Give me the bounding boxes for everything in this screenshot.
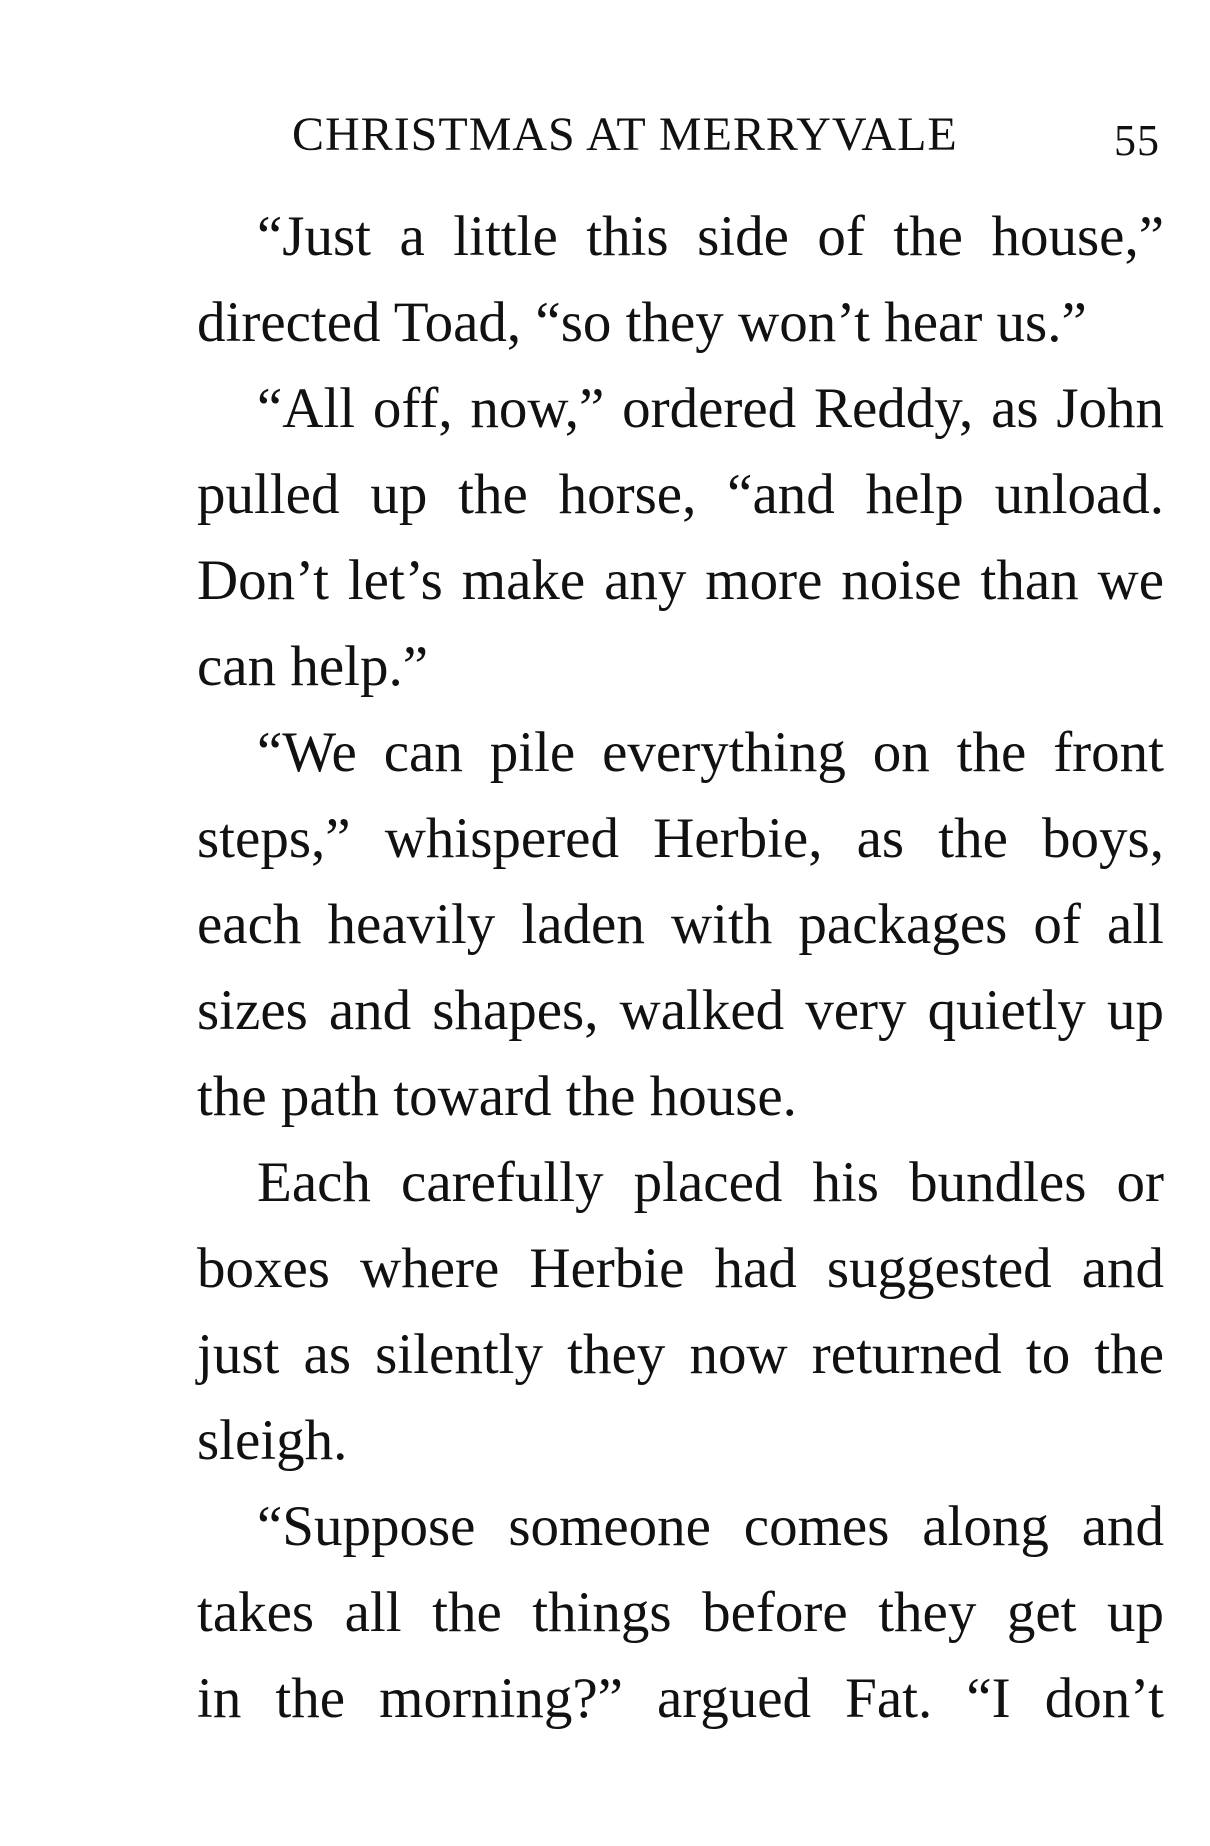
page-number: 55 [1114,116,1160,165]
text-line: sleigh. [197,1409,348,1472]
text-line: pulled up the horse, “and help unload. [197,463,1164,526]
text-line: boxes where Herbie had suggested and [197,1237,1164,1300]
running-head-title: CHRISTMAS AT MERRYVALE [292,108,958,161]
text-line: Don’t let’s make any more noise than we [197,549,1164,612]
text-line: in the morning?” argued Fat. “I don’t [197,1667,1164,1730]
text-line: sizes and shapes, walked very quietly up [197,979,1164,1042]
body-text [197,194,1164,1742]
text-line: “Just a little this side of the house,” [257,205,1164,268]
text-line: Each carefully placed his bundles or [257,1151,1164,1214]
text-line: steps,” whispered Herbie, as the boys, [197,807,1164,870]
text-line: “We can pile everything on the front [257,721,1164,784]
text-line: each heavily laden with packages of all [197,893,1164,956]
text-line: takes all the things before they get up [197,1581,1164,1644]
running-head [292,104,1160,166]
text-line: directed Toad, “so they won’t hear us.” [197,291,1087,354]
text-line: just as silently they now returned to the [197,1323,1164,1386]
text-line: “Suppose someone comes along and [257,1495,1164,1558]
text-line: “All off, now,” ordered Reddy, as John [257,377,1164,440]
text-line: can help.” [197,635,429,698]
text-line: the path toward the house. [197,1065,797,1128]
